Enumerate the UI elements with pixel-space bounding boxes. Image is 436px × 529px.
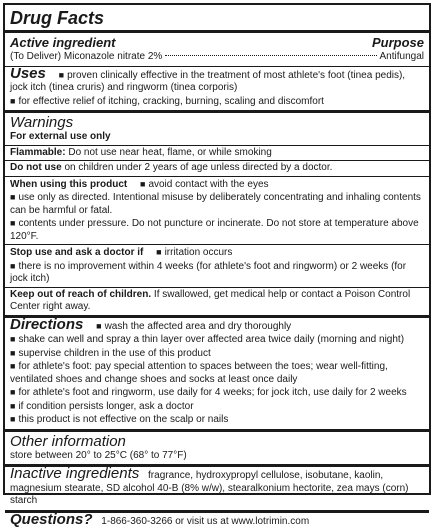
flammable-label: Flammable:	[10, 147, 66, 158]
external-use-text: For external use only	[10, 131, 424, 144]
stop-use-item: ■ there is no improvement within 4 weeks (for athlete's foot and ringworm) or 2 weeks (for jock itch)	[10, 260, 424, 286]
questions-section	[5, 513, 429, 529]
active-ingredient-name: Miconazole nitrate 2%	[64, 51, 162, 62]
stop-use-label: Stop use and ask a doctor if	[10, 247, 143, 258]
do-not-use-row	[5, 160, 429, 176]
directions-item: ■ supervise children in the use of this product	[10, 347, 424, 361]
flammable-row	[5, 145, 429, 161]
purpose-heading: Purpose	[372, 35, 424, 50]
uses-heading: Uses	[10, 65, 46, 82]
other-info-text: store between 20° to 25°C (68° to 77°F)	[10, 450, 424, 463]
uses-section	[5, 67, 429, 114]
stop-use-block	[5, 244, 429, 287]
inactive-ingredients-section	[5, 467, 429, 513]
when-using-item: ■ use only as directed. Intentional misuse by deliberately concentrating and inhaling contents can be harmful or fatal.	[10, 191, 424, 217]
keep-out-row	[5, 287, 429, 315]
flammable-text: Do not use near heat, flame, or while smoking	[68, 147, 271, 158]
keep-out-text: If swallowed, get medical help or contact a Poison Control Center right away.	[10, 289, 410, 313]
when-using-label: When using this product	[10, 179, 127, 190]
directions-item: ■ if condition persists longer, ask a doctor	[10, 400, 424, 414]
do-not-use-label: Do not use	[10, 162, 62, 173]
keep-out-label: Keep out of reach of children.	[10, 289, 151, 300]
active-ingredient-line	[10, 51, 162, 64]
when-using-block	[5, 176, 429, 245]
directions-heading: Directions	[10, 316, 83, 333]
active-ingredient-section	[5, 33, 429, 67]
inactive-ingredients-heading: Inactive ingredients	[10, 465, 139, 482]
uses-item: ■ for effective relief of itching, cracking, burning, scaling and discomfort	[10, 95, 424, 109]
uses-item: ■ proven clinically effective in the treatment of most athlete's foot (tinea pedis), jock itch (tinea cruris) and ringworm (tinea corporis)	[10, 70, 405, 94]
when-using-item: ■ contents under pressure. Do not puncture or incinerate. Do not store at temperature above 120°F.	[10, 217, 424, 243]
inactive-ingredients-text: fragrance, hydroxypropyl cellulose, isobutane, kaolin, magnesium stearate, SD alcohol 40-B (8% w/w), stearalkonium hectorite, zea mays (corn) starch	[10, 470, 409, 506]
warnings-section	[5, 113, 429, 318]
questions-heading: Questions?	[10, 511, 93, 528]
to-deliver-label: (To Deliver)	[10, 51, 61, 62]
questions-text: 1-866-360-3266 or visit us at www.lotrimin.com	[101, 516, 309, 527]
leader-dots	[165, 55, 376, 56]
directions-item: ■ for athlete's foot: pay special attention to spaces between the toes; wear well-fitting, ventilated shoes and change shoes and socks at least once daily	[10, 360, 424, 386]
directions-item: ■ for athlete's foot and ringworm, use daily for 4 weeks; for jock itch, use daily for 2 weeks	[10, 386, 424, 400]
directions-item: ■ this product is not effective on the scalp or nails	[10, 413, 424, 427]
stop-use-item: ■ irritation occurs	[156, 247, 232, 258]
active-ingredient-heading: Active ingredient	[10, 35, 115, 50]
purpose-value: Antifungal	[380, 51, 424, 64]
do-not-use-text: on children under 2 years of age unless directed by a doctor.	[64, 162, 332, 173]
other-info-heading: Other information	[10, 433, 424, 450]
directions-item: ■ wash the affected area and dry thoroughly	[96, 321, 291, 332]
drug-facts-panel	[3, 3, 431, 495]
warnings-heading: Warnings	[10, 114, 424, 131]
drug-facts-title: Drug Facts	[5, 5, 429, 33]
directions-section	[5, 318, 429, 432]
directions-item: ■ shake can well and spray a thin layer over affected area twice daily (morning and night)	[10, 333, 424, 347]
other-info-section	[5, 432, 429, 468]
when-using-item: ■ avoid contact with the eyes	[140, 179, 269, 190]
